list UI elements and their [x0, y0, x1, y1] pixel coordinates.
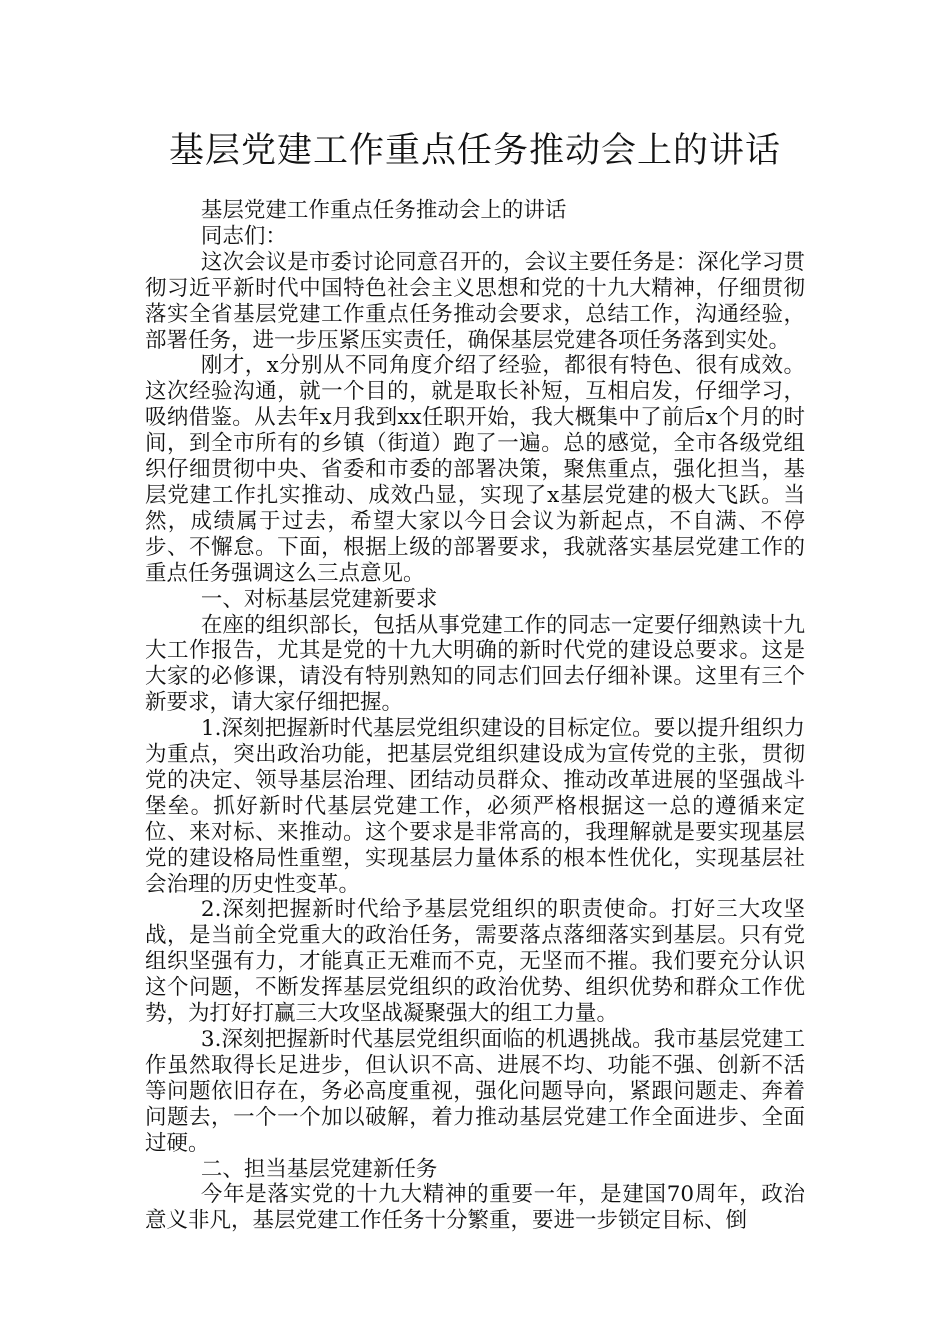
document-body	[145, 198, 805, 1234]
body-paragraph-point-1: 1.深刻把握新时代基层党组织建设的目标定位。要以提升组织力为重点，突出政治功能，把基层党组织建设成为宣传党的主张，贯彻党的决定、领导基层治理、团结动员群众、推动改革进展的坚强战斗堡垒。抓好新时代基层党建工作，必须严格根据这一总的遵循来定位、来对标、来推动。这个要求是非常高的，我理解就是要实现基层党的建设格局性重塑，实现基层力量体系的根本性优化，实现基层社会治理的历史性变革。	[145, 716, 805, 897]
body-paragraph-subtitle: 基层党建工作重点任务推动会上的讲话	[200, 198, 567, 223]
section-heading-1: 一、对标基层党建新要求	[200, 586, 438, 612]
body-paragraph-point-3: 3.深刻把握新时代基层党组织面临的机遇挑战。我市基层党建工作虽然取得长足进步，但认识不高、进展不均、功能不强、创新不活等问题依旧存在，务必高度重视，强化问题导向，紧跟问题走、奔着问题去，一个一个加以破解，着力推动基层党建工作全面进步、全面过硬。	[145, 1027, 805, 1156]
body-paragraph-salutation: 同志们：	[200, 223, 287, 249]
body-paragraph: 今年是落实党的十九大精神的重要一年，是建国70周年，政治意义非凡，基层党建工作任务十分繁重，要进一步锁定目标、倒	[145, 1182, 805, 1234]
body-paragraph: 在座的组织部长，包括从事党建工作的同志一定要仔细熟读十九大工作报告，尤其是党的十九大明确的新时代党的建设总要求。这是大家的必修课，请没有特别熟知的同志们回去仔细补课。这里有三个新要求，请大家仔细把握。	[145, 612, 805, 716]
body-paragraph: 刚才，x分别从不同角度介绍了经验，都很有特色、很有成效。这次经验沟通，就一个目的，就是取长补短，互相启发，仔细学习，吸纳借鉴。从去年x月我到xx任职开始，我大概集中了前后x个月的时间，到全市所有的乡镇（街道）跑了一遍。总的感觉，全市各级党组织仔细贯彻中央、省委和市委的部署决策，聚焦重点，强化担当，基层党建工作扎实推动、成效凸显，实现了x基层党建的极大飞跃。当然，成绩属于过去，希望大家以今日会议为新起点，不自满、不停步、不懈怠。下面，根据上级的部署要求，我就落实基层党建工作的重点任务强调这么三点意见。	[145, 353, 805, 586]
body-paragraph: 这次会议是市委讨论同意召开的，会议主要任务是：深化学习贯彻习近平新时代中国特色社会主义思想和党的十九大精神，仔细贯彻落实全省基层党建工作重点任务推动会要求，总结工作，沟通经验，部署任务，进一步压紧压实责任，确保基层党建各项任务落到实处。	[145, 249, 805, 353]
document-title: 基层党建工作重点任务推动会上的讲话	[168, 131, 781, 171]
body-paragraph-point-2: 2.深刻把握新时代给予基层党组织的职责使命。打好三大攻坚战，是当前全党重大的政治任务，需要落点落细落实到基层。只有党组织坚强有力，才能真正无难而不克，无坚而不摧。我们要充分认识这个问题，不断发挥基层党组织的政治优势、组织优势和群众工作优势，为打好打赢三大攻坚战凝聚强大的组工力量。	[145, 897, 805, 1027]
section-heading-2: 二、担当基层党建新任务	[200, 1156, 438, 1182]
